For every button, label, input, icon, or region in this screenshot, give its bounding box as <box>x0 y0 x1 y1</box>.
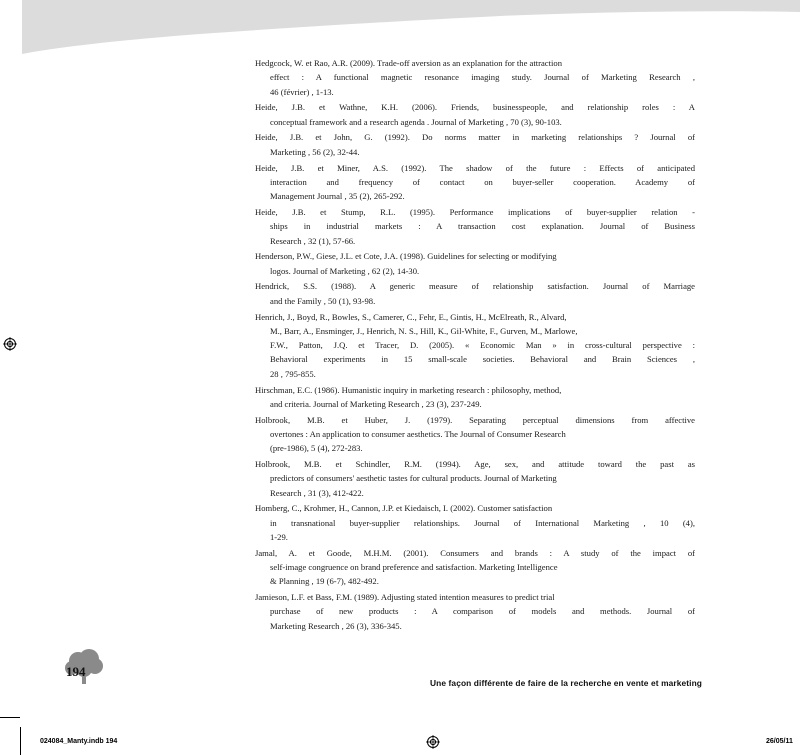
crop-mark <box>0 717 20 718</box>
reference-text: Homberg, C., Krohmer, H., Cannon, J.P. et Kiedaisch, I. (2002). Customer satisfaction <box>255 503 553 514</box>
reference-text: Management Journal , 35 (2), 265-292. <box>270 191 405 202</box>
reference-entry <box>255 310 695 381</box>
reference-text: Henderson, P.W., Giese, J.L. et Cote, J.A. (1998). Guidelines for selecting or modifying <box>255 251 557 262</box>
reference-text: 28 , 795-855. <box>270 368 316 379</box>
reference-text: conceptual framework and a research agenda . Journal of Marketing , 70 (3), 90-103. <box>270 116 562 127</box>
reference-entry <box>255 249 695 278</box>
reference-text: Jamal, A. et Goode, M.H.M. (2001). Consumers and brands : A study of the impact of <box>255 547 695 558</box>
reference-text: predictors of consumers' aesthetic tastes for cultural products. Journal of Marketing <box>270 473 557 484</box>
reference-text: Marketing , 56 (2), 32-44. <box>270 146 360 157</box>
reference-text: Hedgcock, W. et Rao, A.R. (2009). Trade-off aversion as an explanation for the attraction <box>255 58 562 68</box>
reference-text: Hirschman, E.C. (1986). Humanistic inquiry in marketing research : philosophy, method, <box>255 384 562 395</box>
page-number: 194 <box>66 664 86 679</box>
reference-text: Holbrook, M.B. et Schindler, R.M. (1994). Age, sex, and attitude toward the past as <box>255 459 695 470</box>
reference-text: purchase of new products : A comparison of models and methods. Journal of <box>270 606 695 617</box>
reference-text: and the Family , 50 (1), 93-98. <box>270 295 376 306</box>
top-decorative-band <box>0 0 800 60</box>
reference-text: in transnational buyer-supplier relationships. Journal of International Marketing , 10 (4), <box>270 517 695 528</box>
reference-entry <box>255 590 695 633</box>
reference-entry <box>255 161 695 204</box>
reference-text: Heide, J.B. et John, G. (1992). Do norms matter in marketing relationships ? Journal of <box>255 132 695 143</box>
reference-entry <box>255 413 695 456</box>
reference-text: Heide, J.B. et Stump, R.L. (1995). Performance implications of buyer-supplier relation - <box>255 206 695 217</box>
reference-text: Behavioral experiments in 15 small-scale societies. Behavioral and Brain Sciences , <box>270 354 695 365</box>
reference-entry <box>255 279 695 308</box>
reference-text: and criteria. Journal of Marketing Research , 23 (3), 237-249. <box>270 398 482 409</box>
reference-text: F.W., Patton, J.Q. et Tracer, D. (2005). « Economic Man » in cross-cultural perspective : <box>270 340 695 351</box>
reference-text: Holbrook, M.B. et Huber, J. (1979). Separating perceptual dimensions from affective <box>255 414 695 425</box>
reference-text: effect : A functional magnetic resonance imaging study. Journal of Marketing Research , <box>270 72 695 83</box>
reference-text: interaction and frequency of contact on buyer-seller cooperation. Academy of <box>270 176 695 187</box>
reference-text: logos. Journal of Marketing , 62 (2), 14-30. <box>270 265 420 276</box>
print-slug-date: 26/05/11 <box>766 738 793 745</box>
registration-mark-icon <box>3 337 17 351</box>
reference-entry <box>255 130 695 159</box>
reference-text: Henrich, J., Boyd, R., Bowles, S., Camerer, C., Fehr, E., Gintis, H., McElreath, R., Alvard, <box>255 311 567 322</box>
reference-text: Marketing Research , 26 (3), 336-345. <box>270 620 402 631</box>
bibliography-list <box>255 56 695 633</box>
reference-text: Heide, J.B. et Wathne, K.H. (2006). Friends, businesspeople, and relationship roles : A <box>255 102 695 113</box>
reference-text: 46 (février) , 1-13. <box>270 86 334 97</box>
reference-text: Heide, J.B. et Miner, A.S. (1992). The shadow of the future : Effects of anticipated <box>255 162 695 173</box>
reference-text: self-image congruence on brand preference and satisfaction. Marketing Intelligence <box>270 562 558 573</box>
reference-text: overtones : An application to consumer aesthetics. The Journal of Consumer Research <box>270 428 566 439</box>
print-slug-file: 024084_Manty.indb 194 <box>40 738 118 745</box>
reference-entry <box>255 383 695 412</box>
reference-entry <box>255 56 695 99</box>
reference-entry <box>255 501 695 544</box>
reference-text: Jamieson, L.F. et Bass, F.M. (1989). Adjusting stated intention measures to predict trial <box>255 592 555 603</box>
reference-text: Research , 31 (3), 412-422. <box>270 487 364 498</box>
registration-mark-icon <box>426 735 440 749</box>
reference-text: ships in industrial markets : A transaction cost explanation. Journal of Business <box>270 221 695 232</box>
reference-text: M., Barr, A., Ensminger, J., Henrich, N. S., Hill, K., Gil-White, F., Gurven, M., Marlowe, <box>270 325 578 336</box>
reference-entry <box>255 205 695 248</box>
reference-text: Hendrick, S.S. (1988). A generic measure of relationship satisfaction. Journal of Marriage <box>255 281 695 292</box>
reference-text: 1-29. <box>270 532 288 542</box>
reference-entry <box>255 457 695 500</box>
crop-mark <box>20 727 21 755</box>
reference-entry <box>255 546 695 589</box>
reference-text: & Planning , 19 (6-7), 482-492. <box>270 576 379 587</box>
running-title: Une façon différente de faire de la recherche en vente et marketing <box>430 678 702 688</box>
reference-text: (pre-1986), 5 (4), 272-283. <box>270 443 363 454</box>
reference-entry <box>255 100 695 129</box>
reference-text: Research , 32 (1), 57-66. <box>270 235 356 246</box>
